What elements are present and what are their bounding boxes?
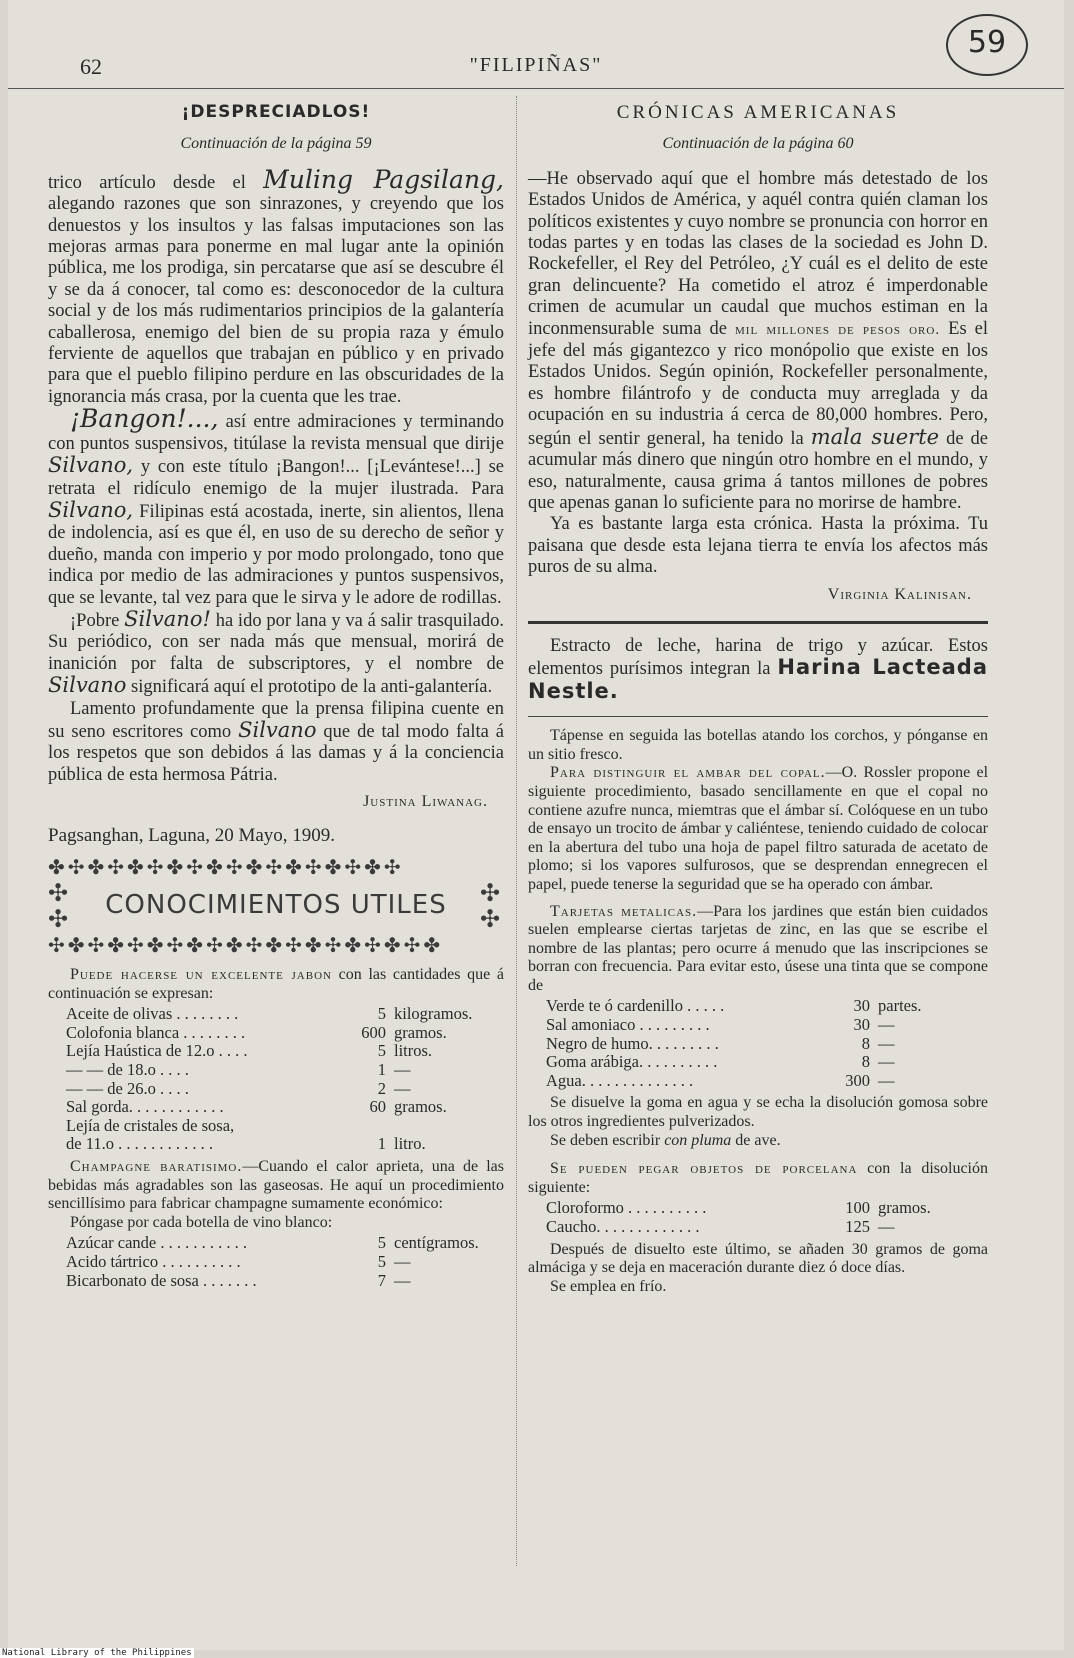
archive-footer: National Library of the Philippines xyxy=(2,1648,192,1658)
recipe-row xyxy=(528,1035,988,1054)
text: así entre admiraciones y terminando con puntos suspensivos, titúlase la revista mensual que dirije xyxy=(48,412,504,454)
text: Se deben escribir xyxy=(550,1131,661,1149)
recipe-row xyxy=(48,1117,504,1136)
text: —O. Rossler propone el siguiente procedimiento, basado sencillamente en que el copal no contiene azufre nunca, miemtras que el ámbar sí. Colóquese en un tubo de ensayo un trocito de ámbar y caliéntese, teniendo cuidado de colocar en la abertura del tubo una hoja de papel filtro saturada de acetato de plomo; si los vapores sulfurosos, que se desprendan ennegrecen el papel, puede tenerse la seguridad que se ha operado con ámbar. xyxy=(528,764,989,893)
ingredient-name: Lejía de cristales de sosa, xyxy=(66,1115,235,1135)
ingredient-unit: — xyxy=(394,1270,411,1290)
text: Filipinas está acostada, inerte, sin alientos, llena de indolencia, así es que él, en uso de su derecho de señor y dueño, manda con imperio y por modo prolongado, tono que indica por medio de las admiraciones y puntos suspensivos, que se levante, tal vez para que le sirva y le adore de rodillas. xyxy=(48,501,505,608)
ingredient-name: Lejía Haústica de 12.o . . . . xyxy=(66,1041,248,1061)
ingredient-quantity: 300 xyxy=(845,1070,870,1090)
ingredient-quantity xyxy=(334,1117,394,1136)
paragraph xyxy=(528,169,988,515)
paragraph xyxy=(528,903,988,996)
recipe-row xyxy=(528,1199,988,1218)
paragraph: Ya es bastante larga esta crónica. Hasta la próxima. Tu paisana que desde esta lejana tierra te envía los afectos más puros de su alma. xyxy=(528,514,988,578)
recipe-row xyxy=(528,1218,988,1237)
ingredient-name: Sal gorda. . . . . . . . . . . . xyxy=(66,1097,224,1117)
ornamental-title-frame xyxy=(48,854,504,958)
page-number: 62 xyxy=(80,54,102,79)
ingredient-quantity: 100 xyxy=(845,1198,870,1218)
emphasis-text: mala suerte xyxy=(810,424,940,449)
text: —He observado aquí que el hombre más detestado de los Estados Unidos de América, y aquél contra quién claman los políticos existentes y cuyo nombre se pronuncia con horror en todas partes y en todas las clases de la sociedad es John D. Rockefeller, el Rey del Petróleo, ¿Y cuál es el delito de este gran delincuente? Ha cometido el atroz é imperdonable crimen de acumular un caudal que muchos estiman en la inconmensurable suma de xyxy=(528,168,988,339)
text: —Para los jardines que están bien cuidados suelen emplearse ciertas tarjetas de zinc, en las que se escribe el nombre de las plantas; pero ocurre á menudo que las inscripciones se borran con frecuencia. Para evitar esto, úsese una tinta que se compone de xyxy=(528,902,988,994)
author-name: Silvano! xyxy=(124,606,211,631)
continuation-note: Continuación de la página 60 xyxy=(662,135,854,153)
continuation-note: Continuación de la página 59 xyxy=(180,135,372,153)
recipe-row xyxy=(528,1016,988,1035)
paragraph xyxy=(48,164,504,408)
text: Estracto de leche, harina de trigo y azúcar. Estos elementos purísimos integran la xyxy=(528,635,988,680)
ingredient-name: — — de 26.o . . . . xyxy=(66,1078,189,1098)
paragraph: Se emplea en frío. xyxy=(550,1277,667,1295)
ingredient-name: Caucho. . . . . . . . . . . . . xyxy=(546,1217,700,1236)
ingredient-quantity: 8 xyxy=(861,1033,870,1053)
champagne-recipe-list xyxy=(48,1234,504,1290)
article-title: ¡DESPRECIADLOS! xyxy=(181,102,371,122)
ingredient-quantity: 5 xyxy=(377,1004,386,1024)
ingredient-quantity: 60 xyxy=(369,1097,386,1117)
signature: Justina Liwanag. xyxy=(363,793,488,811)
ingredient-name: Goma arábiga. . . . . . . . . . xyxy=(546,1052,718,1072)
ingredient-quantity: 1 xyxy=(377,1134,386,1154)
ornament-border-top: ✤✣✤✣✤✣✤✣✤✣✤✣✤✣✤✣✤✣ xyxy=(48,855,404,879)
recipe-row xyxy=(528,1072,988,1091)
recipe-row xyxy=(48,1253,504,1272)
author-name: Silvano xyxy=(48,673,127,698)
recipe-heading: Puede hacerse un excelente jabon xyxy=(70,966,332,983)
ingredient-unit: gramos. xyxy=(878,1198,931,1218)
recipe-heading: Para distinguir el ambar del copal. xyxy=(550,764,826,782)
porcelain-glue-recipe-list xyxy=(528,1199,988,1236)
ornament-border-bottom: ✣✤✣✤✣✤✣✤✣✤✣✤✣✤✣✤✣✤✣✤ xyxy=(48,933,444,957)
ingredient-quantity: 30 xyxy=(853,996,870,1016)
paragraph xyxy=(48,1158,504,1214)
recipe-row xyxy=(48,1005,504,1024)
paragraph xyxy=(48,699,504,787)
ink-recipe-list xyxy=(528,997,988,1090)
paragraph: Tápense en seguida las botellas atando los corchos, y pónganse en un sitio fresco. xyxy=(528,727,988,763)
ingredient-unit: — xyxy=(878,1052,895,1072)
author-name: Silvano, xyxy=(48,497,134,522)
text: y con este título ¡Bangon!... [¡Levántese!...] se retrata el ridículo enemigo de la mujer ilustrada. Para xyxy=(48,457,505,499)
ingredient-unit xyxy=(394,1117,504,1136)
ingredient-name: Cloroformo . . . . . . . . . . xyxy=(546,1198,707,1218)
ingredient-name: Aceite de olivas . . . . . . . . xyxy=(66,1004,239,1024)
paragraph: Póngase por cada botella de vino blanco: xyxy=(70,1213,333,1231)
recipe-row xyxy=(48,1098,504,1117)
ingredient-name: — — de 18.o . . . . xyxy=(66,1059,189,1079)
text: de de acumular más dinero que ningún otro hombre en el mundo, y eso, naturalmente, causa grima á tantos millones de pobres que apenas ganan lo suficiente para no morirse de hambre. xyxy=(528,428,988,513)
ingredient-quantity: 1 xyxy=(377,1059,386,1079)
ingredient-name: Acido tártrico . . . . . . . . . . xyxy=(66,1251,241,1271)
ornament-icon: ✣ xyxy=(480,905,501,933)
recipe-row xyxy=(48,1234,504,1253)
text: que de tal modo falta á los respetos que son debidos á las damas y á la conciencia pública de esta hermosa Pátria. xyxy=(48,721,504,785)
text: ha ido por lana y va á salir trasquilado. Su periódico, con ser nada más que mensual, morirá de inanición por falta de subscriptores, y el nombre de xyxy=(48,610,505,674)
text: ¡Pobre xyxy=(70,610,120,631)
paragraph: Después de disuelto este último, se añaden 30 gramos de goma almáciga y se deja en maceración durante diez ó doce días. xyxy=(528,1240,988,1277)
ingredient-quantity: 5 xyxy=(377,1041,386,1061)
ingredient-unit: — xyxy=(878,1015,895,1035)
journal-title: "FILIPIÑAS" xyxy=(469,54,603,76)
ornament-icon: ✣ xyxy=(480,879,501,907)
text: —Cuando el calor aprieta, una de las bebidas más agradables son las gaseosas. He aquí un procedimiento sencillísimo para fabricar champagne sumamente económico: xyxy=(48,1157,505,1213)
ingredient-name: Azúcar cande . . . . . . . . . . . xyxy=(66,1233,247,1253)
ingredient-unit: litros. xyxy=(394,1041,433,1061)
text: Es el jefe del más gigantezco y rico monópolio que existe en los Estados Unidos. Según opinión, Rockefeller personalmente, es hombre filántrofo y de conducta muy arreglada y da ocupación en su industria á cerca de 80,000 hombres. Pero, según el sentir general, ha tenido la xyxy=(528,318,989,449)
column-divider xyxy=(516,96,517,1566)
ingredient-unit: — xyxy=(878,1217,895,1236)
ingredient-quantity: 600 xyxy=(361,1022,386,1042)
section-title: CONOCIMIENTOS UTILES xyxy=(105,890,447,921)
recipe-row xyxy=(528,997,988,1016)
paragraph xyxy=(528,1132,988,1151)
text: mil millones de pesos oro. xyxy=(735,321,941,338)
ingredient-name: de 11.o . . . . . . . . . . . . xyxy=(66,1134,213,1154)
ingredient-name: Sal amoniaco . . . . . . . . . xyxy=(546,1015,710,1035)
ingredient-quantity: 30 xyxy=(853,1015,870,1035)
recipe-row xyxy=(48,1061,504,1080)
dateline: Pagsanghan, Laguna, 20 Mayo, 1909. xyxy=(48,824,336,846)
recipe-row xyxy=(48,1272,504,1291)
recipe-heading: Se pueden pegar objetos de porcelana xyxy=(550,1160,858,1178)
ingredient-quantity: 2 xyxy=(377,1078,386,1098)
text: con la disolución siguiente: xyxy=(528,1160,989,1196)
brand-name: Harina Lacteada Nestle. xyxy=(528,655,988,703)
text: con pluma xyxy=(664,1131,732,1149)
right-column xyxy=(528,96,988,1296)
author-name: Silvano xyxy=(238,717,317,742)
ingredient-unit: kilogramos. xyxy=(394,1004,473,1024)
article-title: CRÓNICAS AMERICANAS xyxy=(616,102,900,123)
recipe-row xyxy=(528,1053,988,1072)
ingredient-unit: gramos. xyxy=(394,1097,447,1117)
ingredient-name: Verde te ó cardenillo . . . . . xyxy=(546,996,725,1016)
text: alegando razones que son sinrazones, y creyendo que los denuestos y los insultos y las falsas imputaciones son las mejoras armas para ponerme en mal lugar ante la opinión pública, me los prodiga, sin percatarse que así se descubre él y se da á conocer, tal como es: desconocedor de la cultura social y de los más rudimentarios principios de la galantería caballerosa, enemigo del bien de su propia raza y émulo ferviente de aquellos que trabajan en público y en privado para que el pueblo filipino perdure en las obscuridades de la ignorancia más crasa, por la cuenta que les trae. xyxy=(48,194,504,407)
paragraph: Se disuelve la goma en agua y se echa la disolución gomosa sobre los otros ingredientes pulverizados. xyxy=(528,1094,988,1131)
ingredient-unit: litro. xyxy=(394,1134,426,1154)
ingredient-unit: — xyxy=(878,1033,895,1053)
divider xyxy=(528,716,988,717)
ingredient-quantity: 5 xyxy=(377,1233,386,1253)
text: Lamento profundamente que la prensa filipina cuente en su seno escritores como xyxy=(48,698,504,742)
signature: Virginia Kalinisan. xyxy=(827,585,972,603)
paragraph xyxy=(528,764,988,894)
newspaper-page xyxy=(8,0,1064,1650)
recipe-row xyxy=(48,1080,504,1099)
recipe-heading: Tarjetas metalicas. xyxy=(550,902,698,920)
recipe-row xyxy=(48,1024,504,1043)
text: significará aquí el prototipo de la anti-galantería. xyxy=(131,677,493,698)
soap-recipe-list xyxy=(48,1005,504,1154)
paragraph xyxy=(528,1160,988,1197)
ingredient-quantity: 8 xyxy=(861,1052,870,1072)
magazine-name: ¡Bangon!..., xyxy=(70,404,219,434)
handwritten-page-stamp: 59 xyxy=(946,14,1028,76)
paragraph xyxy=(48,606,505,699)
page-header xyxy=(8,48,1064,89)
ingredient-name: Negro de humo. . . . . . . . . xyxy=(546,1033,719,1053)
ornament-icon: ✣ xyxy=(48,879,69,907)
text: con las cantidades que á continuación se expresan: xyxy=(48,966,504,1002)
ingredient-name: Agua. . . . . . . . . . . . . . xyxy=(546,1070,694,1090)
text: de ave. xyxy=(735,1131,781,1149)
ingredient-quantity: 7 xyxy=(377,1270,386,1290)
ingredient-quantity: 5 xyxy=(377,1251,386,1271)
ingredient-name: Colofonia blanca . . . . . . . . xyxy=(66,1022,246,1042)
text: trico artículo desde el xyxy=(48,172,246,193)
ingredient-unit: centígramos. xyxy=(394,1233,479,1253)
left-column xyxy=(48,96,504,1294)
paragraph xyxy=(48,966,504,1003)
paragraph xyxy=(48,404,505,609)
newspaper-name: Muling Pagsilang, xyxy=(263,164,504,194)
ingredient-quantity: 125 xyxy=(845,1217,870,1236)
ingredient-unit: — xyxy=(878,1070,895,1090)
divider xyxy=(528,621,988,624)
ingredient-unit: gramos. xyxy=(394,1022,447,1042)
advertisement xyxy=(528,636,988,704)
ingredient-unit: partes. xyxy=(878,996,922,1016)
recipe-heading: Champagne baratisimo. xyxy=(70,1157,243,1175)
ingredient-unit: — xyxy=(394,1078,411,1098)
ingredient-unit: — xyxy=(394,1059,411,1079)
author-name: Silvano, xyxy=(48,453,134,478)
ingredient-unit: — xyxy=(394,1251,411,1271)
recipe-row xyxy=(48,1135,504,1154)
ornament-icon: ✣ xyxy=(48,905,69,933)
ingredient-name: Bicarbonato de sosa . . . . . . . xyxy=(66,1270,257,1290)
recipe-row xyxy=(48,1042,504,1061)
